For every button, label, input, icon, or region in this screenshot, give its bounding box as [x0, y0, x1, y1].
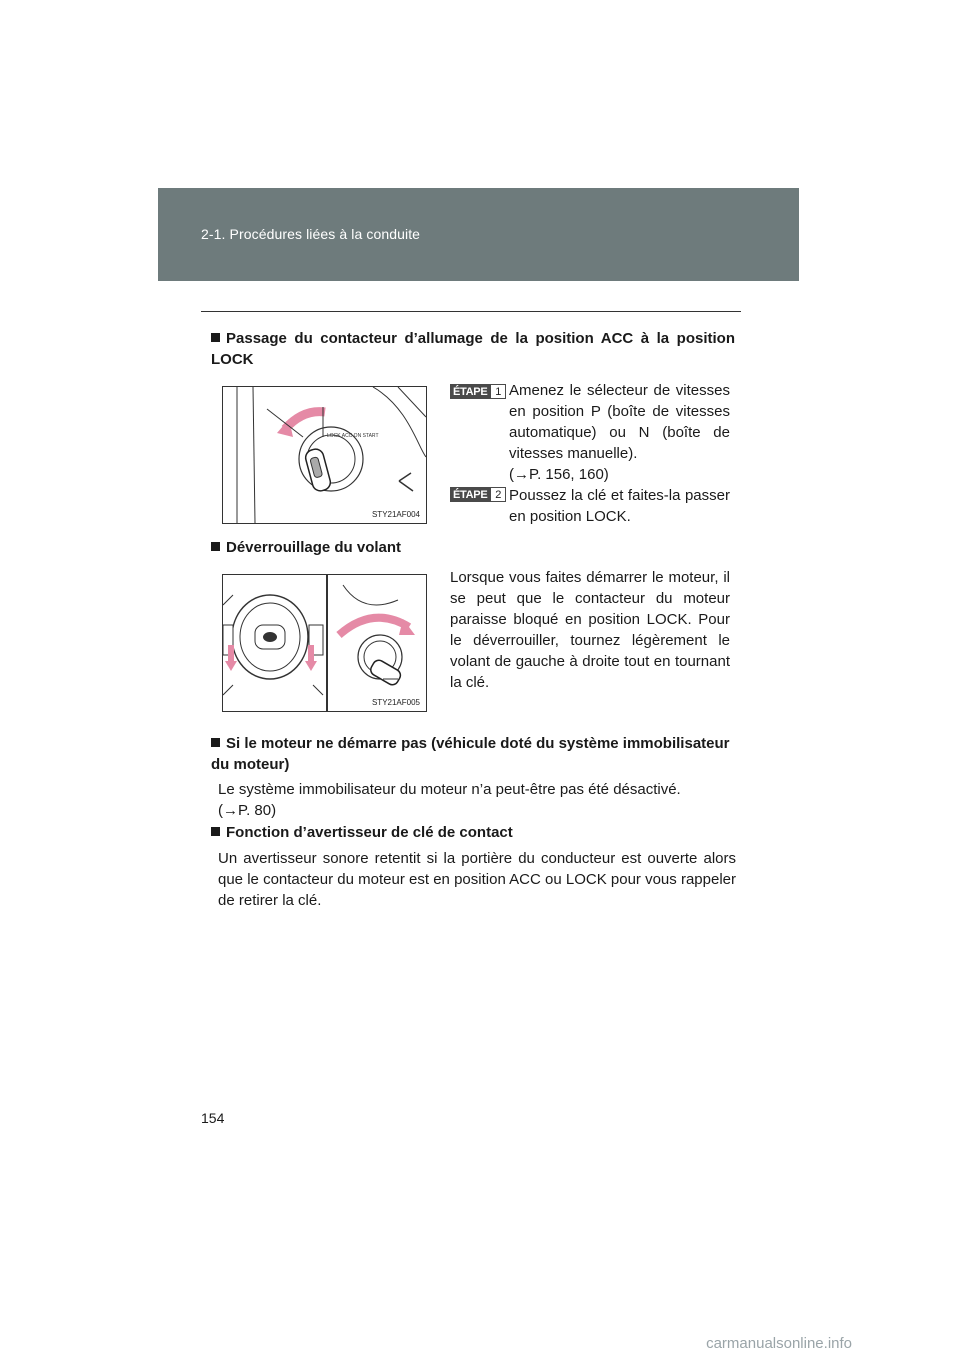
- key-reminder-text: Un avertisseur sonore retentit si la portière du conducteur est ouverte alors que le contacteur du moteur est en position ACC ou LOCK pour vous rappeler de retirer la clé.: [218, 850, 736, 909]
- divider: [201, 311, 741, 312]
- step-1-ref: (→P. 156, 160): [509, 466, 609, 483]
- watermark: carmanualsonline.info: [706, 1335, 852, 1352]
- immobilizer-text: Le système immobilisateur du moteur n’a peut-être pas été désactivé. (→P. 80): [218, 781, 681, 819]
- figure-steering-wheel: [222, 574, 427, 712]
- step-2-text: Poussez la clé et faites-la passer en position LOCK.: [509, 487, 730, 525]
- bullet-square-icon: [211, 333, 220, 342]
- ignition-illustration: [223, 387, 426, 523]
- figure-code: STY21AF005: [371, 698, 420, 707]
- page-number: 154: [201, 1110, 225, 1126]
- heading-steering-unlock: Déverrouillage du volant: [211, 537, 401, 558]
- step-badge-2: ÉTAPE 2: [450, 487, 506, 502]
- steering-unlock-text: Lorsque vous faites démarrer le moteur, il se peut que le contacteur du moteur paraisse bloqué en position LOCK. Pour le déverrouiller, tournez légèrement le volant de gauche à droite tout en tournant la clé.: [450, 569, 730, 691]
- bullet-square-icon: [211, 542, 220, 551]
- heading-engine-not-starting: Si le moteur ne démarre pas (véhicule doté du système immobilisateur du moteur): [211, 735, 730, 773]
- bullet-square-icon: [211, 827, 220, 836]
- immobilizer-ref: (→P. 80): [218, 802, 277, 819]
- steering-illustration: [223, 575, 426, 711]
- heading-key-reminder: Fonction d’avertisseur de clé de contact: [211, 822, 513, 843]
- bullet-square-icon: [211, 738, 220, 747]
- figure-ignition-key: [222, 386, 427, 524]
- step-1-text: Amenez le sélecteur de vitesses en position P (boîte de vitesses automatique) ou N (boîte de vitesses manuelle). (→P. 156, 160): [509, 382, 730, 483]
- heading-acc-to-lock: Passage du contacteur d’allumage de la position ACC à la position LOCK: [211, 330, 735, 368]
- figure-code: STY21AF004: [371, 510, 420, 519]
- svg-text:LOCK ACC ON START: LOCK ACC ON START: [327, 433, 379, 439]
- step-badge-1: ÉTAPE 1: [450, 384, 506, 399]
- section-title: 2-1. Procédures liées à la conduite: [201, 226, 421, 242]
